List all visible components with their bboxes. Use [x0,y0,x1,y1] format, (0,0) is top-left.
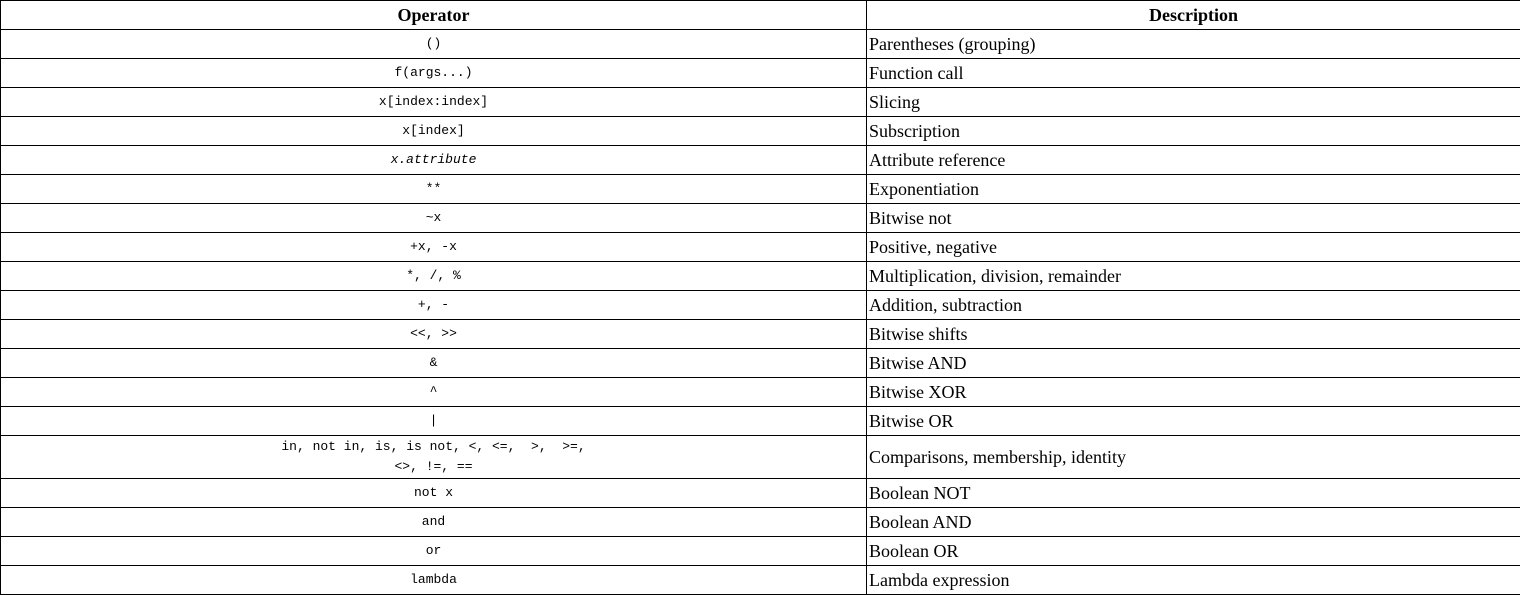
table-row [1,378,1520,407]
description-cell: Bitwise not [867,204,1520,233]
operator-cell: or [1,537,867,566]
description-cell: Function call [867,59,1520,88]
operator-cell: +x, -x [1,233,867,262]
operator-line-1: in, not in, is, is not, <, <=, >, >=, [281,439,586,454]
operator-cell: lambda [1,566,867,595]
header-description: Description [867,1,1520,30]
description-cell: Bitwise XOR [867,378,1520,407]
table-row [1,88,1520,117]
description-cell: Boolean OR [867,537,1520,566]
description-cell: Bitwise OR [867,407,1520,436]
description-cell: Comparisons, membership, identity [867,436,1520,479]
description-cell: Multiplication, division, remainder [867,262,1520,291]
operator-cell: and [1,508,867,537]
table-row [1,349,1520,378]
operator-cell: ** [1,175,867,204]
description-cell: Boolean NOT [867,479,1520,508]
description-cell: Boolean AND [867,508,1520,537]
table-row [1,508,1520,537]
operator-cell: x[index] [1,117,867,146]
table-row [1,566,1520,595]
table-row [1,175,1520,204]
description-cell: Bitwise shifts [867,320,1520,349]
table-row [1,479,1520,508]
description-cell: Positive, negative [867,233,1520,262]
operator-cell: ^ [1,378,867,407]
operator-cell: ~x [1,204,867,233]
operator-cell: x[index:index] [1,88,867,117]
table-row [1,233,1520,262]
operator-cell: () [1,30,867,59]
table-row [1,204,1520,233]
table-row [1,146,1520,175]
operator-cell: <<, >> [1,320,867,349]
table-row [1,59,1520,88]
table-row [1,407,1520,436]
operator-cell: +, - [1,291,867,320]
table-row [1,291,1520,320]
operator-cell: not x [1,479,867,508]
operator-cell [1,436,867,479]
description-cell: Bitwise AND [867,349,1520,378]
table-row [1,117,1520,146]
table-row [1,30,1520,59]
table-row [1,320,1520,349]
description-cell: Exponentiation [867,175,1520,204]
operator-cell: f(args...) [1,59,867,88]
description-cell: Slicing [867,88,1520,117]
operator-cell: & [1,349,867,378]
table-row [1,436,1520,479]
header-operator: Operator [1,1,867,30]
operator-cell: x.attribute [1,146,867,175]
description-cell: Lambda expression [867,566,1520,595]
operator-cell: | [1,407,867,436]
table-row [1,537,1520,566]
operator-cell: *, /, % [1,262,867,291]
operator-line-2: <>, !=, == [394,459,473,474]
description-cell: Parentheses (grouping) [867,30,1520,59]
description-cell: Subscription [867,117,1520,146]
table-row [1,262,1520,291]
description-cell: Attribute reference [867,146,1520,175]
description-cell: Addition, subtraction [867,291,1520,320]
header-row [1,1,1520,30]
